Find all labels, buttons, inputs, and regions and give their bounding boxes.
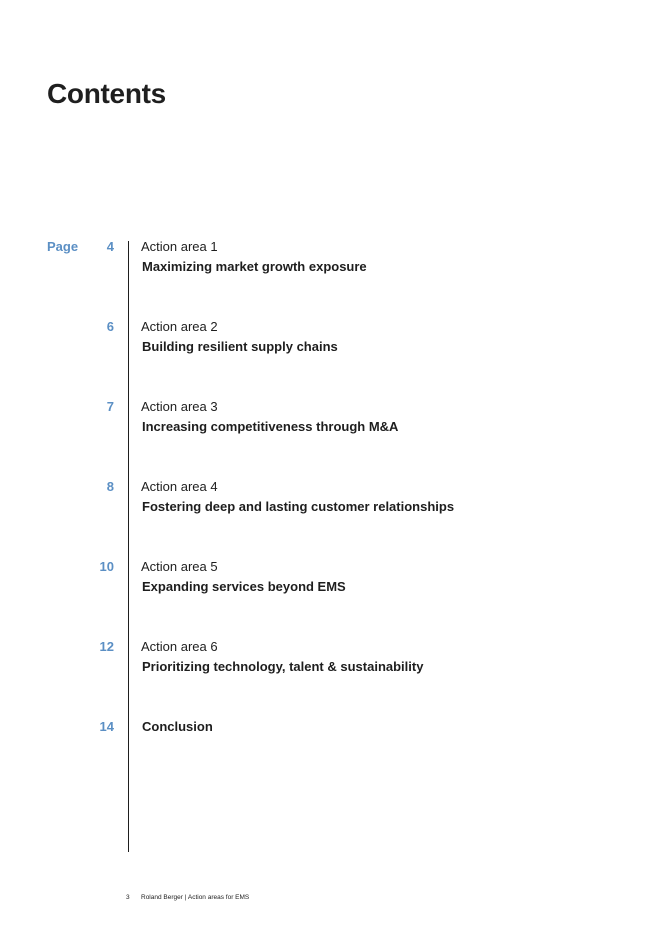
toc-kicker: Action area 4 [141, 479, 218, 494]
toc-entry-action-area-5[interactable] [0, 559, 662, 599]
toc-page-number: 7 [106, 399, 114, 414]
toc-entry-action-area-4[interactable] [0, 479, 662, 519]
toc-entry-action-area-2[interactable] [0, 319, 662, 359]
toc-heading: Building resilient supply chains [142, 339, 338, 354]
toc-entry-action-area-1[interactable] [0, 239, 662, 279]
toc-heading: Fostering deep and lasting customer relationships [142, 499, 455, 514]
toc-entry-conclusion[interactable] [0, 719, 662, 759]
toc-kicker: Action area 1 [141, 239, 218, 254]
toc-kicker: Action area 3 [141, 399, 218, 414]
toc-heading: Expanding services beyond EMS [142, 579, 346, 594]
toc-page-number: 14 [99, 719, 114, 734]
toc-entry-action-area-6[interactable] [0, 639, 662, 679]
toc-heading: Conclusion [142, 719, 213, 734]
toc-page-number: 10 [99, 559, 114, 574]
toc-entry-action-area-3[interactable] [0, 399, 662, 439]
page-column-label: Page [47, 239, 79, 254]
footer-text: Roland Berger | Action areas for EMS [141, 894, 250, 901]
footer-page-number: 3 [126, 894, 130, 901]
toc-page-number: 12 [99, 639, 114, 654]
toc-kicker: Action area 6 [141, 639, 218, 654]
page-title: Contents [47, 78, 166, 109]
toc-kicker: Action area 2 [141, 319, 218, 334]
toc-page-number: 8 [106, 479, 114, 494]
toc-page-number: 6 [106, 319, 114, 334]
toc-heading: Prioritizing technology, talent & sustainability [142, 659, 424, 674]
toc-heading: Increasing competitiveness through M&A [142, 419, 399, 434]
toc-kicker: Action area 5 [141, 559, 218, 574]
toc-page-number: 4 [106, 239, 114, 254]
toc-heading: Maximizing market growth exposure [142, 259, 367, 274]
